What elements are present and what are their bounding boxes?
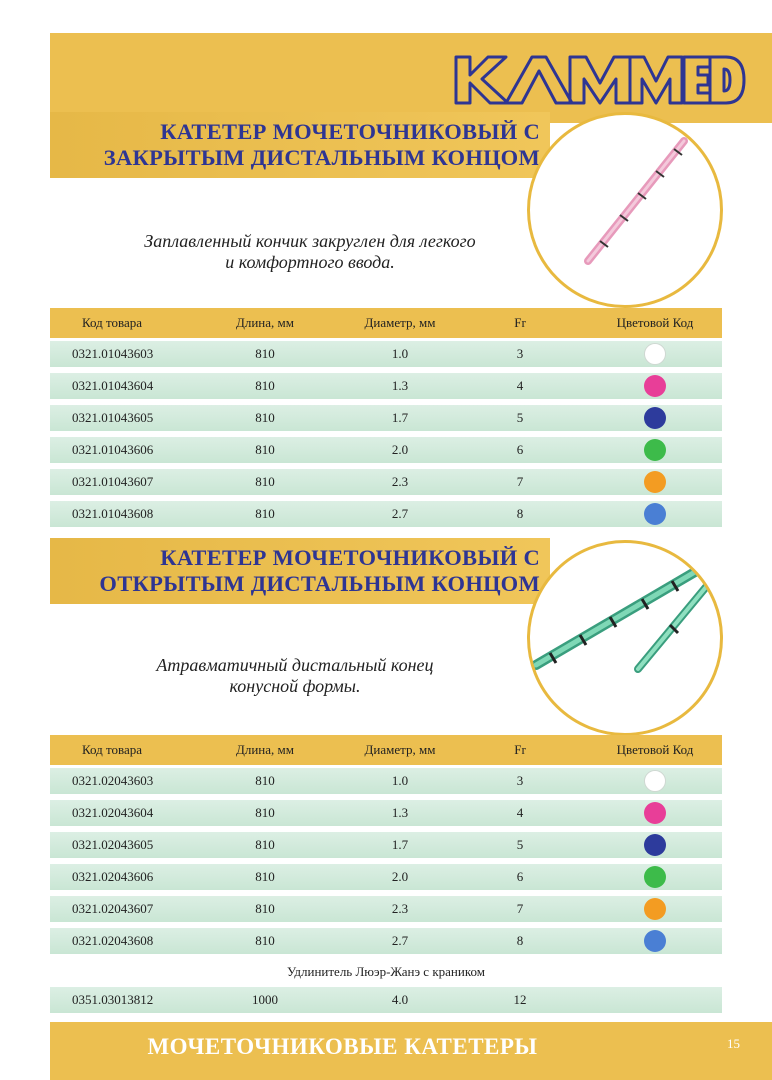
table-row: 0321.02043606 810 2.0 6	[50, 864, 722, 890]
section2-table-header	[50, 735, 722, 765]
table-row: 0321.01043606 810 2.0 6	[50, 437, 722, 463]
section2-title-line2: ОТКРЫТЫМ ДИСТАЛЬНЫМ КОНЦОМ	[99, 571, 540, 596]
section1-title-line1: КАТЕТЕР МОЧЕТОЧНИКОВЫЙ С	[160, 119, 540, 144]
section2-title-line1: КАТЕТЕР МОЧЕТОЧНИКОВЫЙ С	[160, 545, 540, 570]
color-dot	[644, 930, 666, 952]
color-dot	[644, 439, 666, 461]
color-dot	[644, 802, 666, 824]
header-diameter: Диаметр, мм	[364, 742, 436, 757]
table-row: 0321.02043604 810 1.3 4	[50, 800, 722, 826]
section1-title-line2: ЗАКРЫТЫМ ДИСТАЛЬНЫМ КОНЦОМ	[103, 145, 540, 170]
color-dot	[644, 375, 666, 397]
extension-label: Удлинитель Люэр-Жанэ с краником	[287, 964, 485, 979]
table-row: 0321.01043608 810 2.7 8	[50, 501, 722, 527]
table-row: 0321.02043605 810 1.7 5	[50, 832, 722, 858]
header-band	[50, 33, 772, 123]
table-row: 0321.02043607 810 2.3 7	[50, 896, 722, 922]
header-fr: Fr	[514, 742, 526, 757]
table-row: 0321.01043604 810 1.3 4	[50, 373, 722, 399]
color-dot	[644, 407, 666, 429]
color-dot	[644, 770, 666, 792]
table-row: 0321.01043605 810 1.7 5	[50, 405, 722, 431]
table-row: 0321.01043607 810 2.3 7	[50, 469, 722, 495]
header-length: Длина, мм	[236, 742, 294, 757]
table-row: 0321.02043603 810 1.0 3	[50, 768, 722, 794]
color-dot	[644, 898, 666, 920]
closed-tip-catheter-image	[527, 112, 723, 308]
header-code: Код товара	[82, 315, 143, 330]
color-dot	[644, 503, 666, 525]
color-dot	[644, 471, 666, 493]
section2-title-band	[50, 538, 550, 604]
page-number: 15	[727, 1036, 740, 1051]
color-dot	[644, 343, 666, 365]
header-fr: Fr	[514, 315, 526, 330]
table-row: 0321.02043608 810 2.7 8	[50, 928, 722, 954]
footer-title: МОЧЕТОЧНИКОВЫЕ КАТЕТЕРЫ	[147, 1034, 538, 1059]
kammed-logo	[448, 43, 748, 115]
open-tip-catheter-image	[527, 540, 723, 736]
section1-description: Заплавленный кончик закруглен для легкого и комфортного ввода.	[144, 231, 476, 272]
section2-description: Атравматичный дистальный конец конусной формы.	[156, 655, 434, 696]
color-dot	[644, 866, 666, 888]
svg-text:KAMMED: KAMMED	[448, 43, 453, 44]
table-row: 0321.01043603 810 1.0 3	[50, 341, 722, 367]
header-code: Код товара	[82, 742, 143, 757]
section1-title-band	[50, 112, 550, 178]
section1-table-header	[50, 308, 722, 338]
header-length: Длина, мм	[236, 315, 294, 330]
header-color-code: Цветовой Код	[616, 742, 694, 757]
header-color-code: Цветовой Код	[616, 315, 694, 330]
header-diameter: Диаметр, мм	[364, 315, 436, 330]
extension-row: 0351.03013812 1000 4.0 12	[50, 987, 722, 1013]
color-dot	[644, 834, 666, 856]
